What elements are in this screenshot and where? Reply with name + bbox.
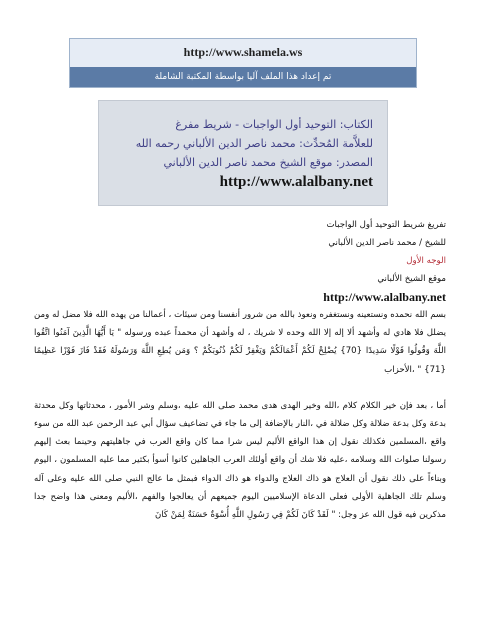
source-url[interactable]: http://www.alalbany.net	[219, 174, 373, 190]
site-name: موقع الشيخ الألباني	[377, 274, 446, 284]
book-source: المصدر: موقع الشيخ محمد ناصر الدين الألباني	[163, 156, 373, 169]
body-paragraph: أما ، بعد فإن خير الكلام كلام ،الله وخير الهدى هدى محمد صلى الله عليه ،وسلم وشر الأمور ، محدثاتها وكل محدثة بدعة وكل بدعة ضلالة وكل ضلالة في ،النار بالإضافة إلى ما جاء في تضاعيف سؤال أبي عبد الرحمن عبد الله من سوء واقع ،المسلمين فكذلك نقول إن هذا الواقع الأليم ليس شرا مما كان واقع العرب في جاهليتهم وحينما بعث إليهم رسولنا صلوات الله وسلامه ،عليه فلا شك أن واقع أولئك العرب الجاهلين كانوا أسوأ بكثير مما عليه المسلمون ، اليوم وبناءاً على ذلك نقول أن العلاج هو ذاك العلاج والدواء هو ذاك الدواء فبمثل ما عالج النبي صلى الله عليه وعلى آله وسلم تلك الجاهلية الأولى فعلى الدعاة الإسلاميين اليوم جميعهم أن يعالجوا والفهم ،الأليم ومعنى هذا واضح جدا مذكرين فيه قول الله عز وجل: " لَقَدْ كَانَ لَكُمْ فِي رَسُولِ اللَّهِ أُسْوَةٌ حَسَنَةٌ لِمَنْ كَانَ	[34, 400, 446, 521]
shamela-caption: تم إعداد هذا الملف آليا بواسطة المكتبة الشاملة	[70, 67, 416, 87]
document-body	[34, 216, 446, 524]
shamela-url[interactable]: http://www.shamela.ws	[183, 45, 303, 59]
opening-paragraph: بسم الله نحمده ونستعينه ونستغفره ونعوذ بالله من شرور أنفسنا ومن سيئات ، أعمالنا من يهده الله فلا مضل له ومن يضلل فلا هادي له وأشهد ألا إله إلا الله وحده لا شريك ، له وأشهد أن محمداً عبده ورسوله " يَا أَيُّهَا الَّذِينَ آمَنُوا اتَّقُوا اللَّهَ وَقُولُوا قَوْلًا سَدِيدًا {70} يُصْلِحْ لَكُمْ أَعْمَالَكُمْ وَيَغْفِرْ لَكُمْ ذُنُوبَكُمْ ؟ وَمَن يُطِعِ اللَّهَ وَرَسُولَهُ فَقَدْ فَازَ فَوْزًا عَظِيمًا {71} " ،الأحزاب	[34, 310, 446, 375]
book-info-box	[98, 100, 388, 206]
shamela-banner	[69, 38, 417, 88]
tape-title: تفريغ شريط التوحيد أول الواجبات	[326, 220, 446, 230]
paragraph-gap	[34, 379, 446, 397]
tape-side-heading: الوجه الأول	[406, 256, 446, 266]
sheikh-name: للشيخ / محمد ناصر الدين الألباني	[328, 238, 446, 248]
book-title: الكتاب: التوحيد أول الواجبات - شريط مفرغ	[175, 118, 373, 131]
site-url[interactable]: http://www.alalbany.net	[323, 290, 446, 304]
book-author: للعلاَّمة المُحدِّث: محمد ناصر الدين الألباني رحمه الله	[135, 137, 373, 150]
